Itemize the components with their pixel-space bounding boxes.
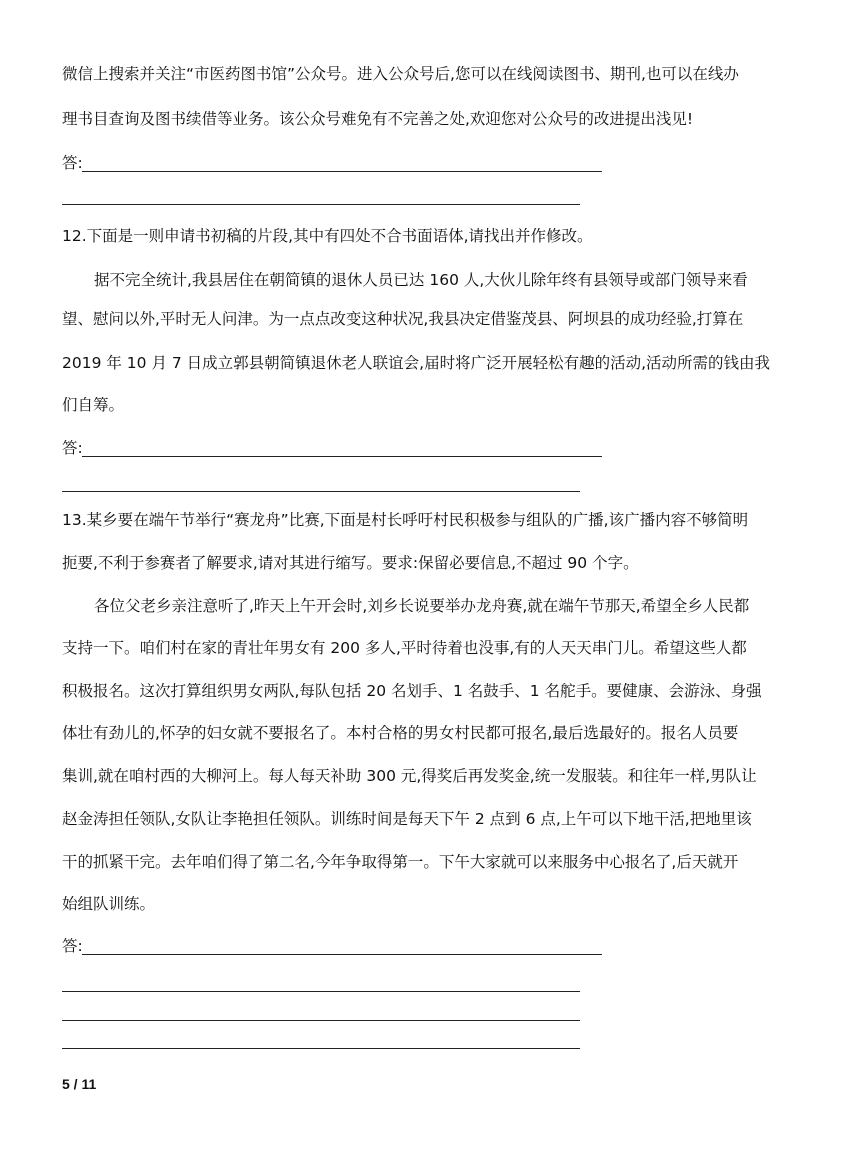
answer-line[interactable] [82, 954, 602, 955]
q13-passage-line: 赵金涛担任领队,女队让李艳担任领队。训练时间是每天下午 2 点到 6 点,上午可以下地干活,把地里该 [62, 810, 752, 828]
answer-line[interactable] [62, 991, 580, 992]
answer-line[interactable] [62, 1020, 580, 1021]
q13-passage-line: 集训,就在咱村西的大柳河上。每人每天补助 300 元,得奖后再发奖金,统一发服装。和往年一样,男队让 [62, 767, 757, 785]
answer-label: 答: [62, 154, 83, 172]
q13-passage-line: 支持一下。咱们村在家的青壮年男女有 200 多人,平时待着也没事,有的人天天串门儿。希望这些人都 [62, 639, 747, 657]
answer-line[interactable] [62, 1048, 580, 1049]
q13-passage-line: 各位父老乡亲注意听了,昨天上午开会时,刘乡长说要举办龙舟赛,就在端午节那天,希望全乡人民都 [94, 597, 750, 615]
answer-line[interactable] [62, 491, 580, 492]
answer-line[interactable] [82, 171, 602, 172]
q11-text-line: 微信上搜索并关注“市医药图书馆”公众号。进入公众号后,您可以在线阅读图书、期刊,也可以在线办 [62, 65, 739, 83]
q11-text-line: 理书目查询及图书续借等业务。该公众号难免有不完善之处,欢迎您对公众号的改进提出浅见! [62, 110, 694, 128]
q13-prompt: 扼要,不利于参赛者了解要求,请对其进行缩写。要求:保留必要信息,不超过 90 个字。 [62, 554, 639, 572]
answer-line[interactable] [82, 456, 602, 457]
answer-label: 答: [62, 937, 83, 955]
page-number: 5 / 11 [62, 1076, 97, 1092]
answer-label: 答: [62, 439, 83, 457]
q12-passage-line: 们自筹。 [62, 396, 125, 414]
q12-passage-line: 2019 年 10 月 7 日成立郭县朝简镇退休老人联谊会,届时将广泛开展轻松有趣的活动,活动所需的钱由我 [62, 354, 771, 372]
q12-passage-line: 据不完全统计,我县居住在朝简镇的退休人员已达 160 人,大伙儿除年终有县领导或部门领导来看 [94, 271, 748, 289]
q13-passage-line: 积极报名。这次打算组织男女两队,每队包括 20 名划手、1 名鼓手、1 名舵手。要健康、会游泳、身强 [62, 682, 762, 700]
q13-prompt: 13.某乡要在端午节举行“赛龙舟”比赛,下面是村长呼吁村民积极参与组队的广播,该广播内容不够简明 [62, 511, 749, 529]
q12-prompt: 12.下面是一则申请书初稿的片段,其中有四处不合书面语体,请找出并作修改。 [62, 227, 593, 245]
answer-line[interactable] [62, 204, 580, 205]
q13-passage-line: 始组队训练。 [62, 895, 156, 913]
q13-passage-line: 干的抓紧干完。去年咱们得了第二名,今年争取得第一。下午大家就可以来服务中心报名了,后天就开 [62, 853, 739, 871]
q12-passage-line: 望、慰问以外,平时无人问津。为一点点改变这种状况,我县决定借鉴茂县、阿坝县的成功经验,打算在 [62, 310, 744, 328]
q13-passage-line: 体壮有劲儿的,怀孕的妇女就不要报名了。本村合格的男女村民都可报名,最后选最好的。报名人员要 [62, 724, 739, 742]
